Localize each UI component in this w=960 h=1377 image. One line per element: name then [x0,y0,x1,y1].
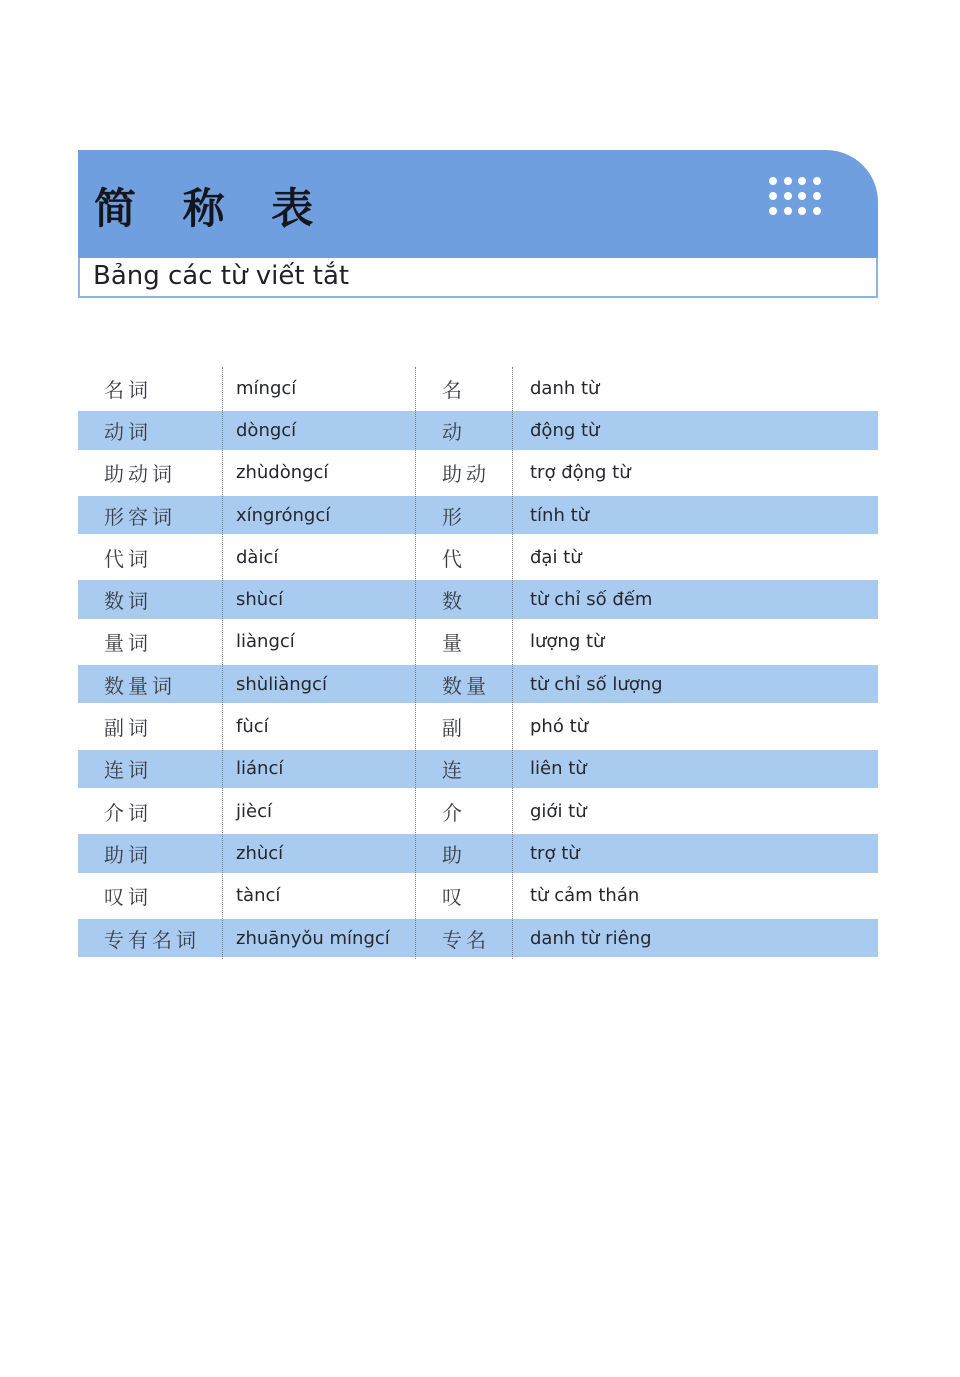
table-row [78,663,878,705]
dot [798,207,806,215]
abbreviation-cell: 代 [442,546,466,571]
chinese-term-cell: 数词 [104,589,152,614]
vietnamese-cell: phó từ [530,716,589,738]
row-highlight [78,580,878,618]
page-subtitle: Bảng các từ viết tắt [93,261,350,291]
page-header [78,150,878,298]
chinese-term-cell: 助动词 [104,462,176,487]
chinese-term-cell: 数量词 [104,673,176,698]
abbreviation-cell: 副 [442,716,466,741]
page-title: 简 称 表 [94,184,330,233]
table-row [78,790,878,832]
dot [798,177,806,185]
row-highlight [78,750,878,788]
dot [769,207,777,215]
abbreviation-cell: 专名 [442,927,490,952]
abbreviation-cell: 数 [442,589,466,614]
table-row [78,578,878,620]
table-row [78,536,878,578]
pinyin-cell: dòngcí [236,419,297,441]
vietnamese-cell: giới từ [530,800,587,822]
table-row [78,748,878,790]
dot [784,207,792,215]
pinyin-cell: fùcí [236,716,269,738]
table-row [78,452,878,494]
chinese-term-cell: 量词 [104,631,152,656]
row-highlight [78,834,878,872]
table-row [78,621,878,663]
dot [784,192,792,200]
column-divider [415,367,416,959]
abbreviation-cell: 数量 [442,673,490,698]
vietnamese-cell: trợ từ [530,842,580,864]
chinese-term-cell: 助词 [104,842,152,867]
pinyin-cell: liáncí [236,758,284,780]
vietnamese-cell: liên từ [530,758,587,780]
chinese-term-cell: 专有名词 [104,927,200,952]
dot [813,192,821,200]
abbreviation-cell: 助 [442,842,466,867]
pinyin-cell: xíngróngcí [236,504,331,526]
table-row [78,367,878,409]
abbreviation-cell: 连 [442,758,466,783]
dot-grid-icon [766,174,824,218]
vietnamese-cell: động từ [530,419,600,441]
chinese-term-cell: 连词 [104,758,152,783]
dot [769,177,777,185]
vietnamese-cell: từ chỉ số lượng [530,673,663,695]
chinese-term-cell: 名词 [104,377,152,402]
abbreviation-cell: 名 [442,377,466,402]
chinese-term-cell: 副词 [104,716,152,741]
dot [769,192,777,200]
column-divider [512,367,513,959]
abbreviation-table [78,367,878,959]
table-row [78,917,878,959]
table-row [78,875,878,917]
chinese-term-cell: 形容词 [104,504,176,529]
dot [784,177,792,185]
table-row [78,409,878,451]
vietnamese-cell: trợ động từ [530,462,631,484]
pinyin-cell: dàicí [236,546,279,568]
header-band [78,150,878,258]
dot [813,177,821,185]
vietnamese-cell: lượng từ [530,631,605,653]
abbreviation-cell: 动 [442,419,466,444]
pinyin-cell: míngcí [236,377,297,399]
pinyin-cell: shùcí [236,589,284,611]
pinyin-cell: shùliàngcí [236,673,327,695]
vietnamese-cell: danh từ riêng [530,927,652,949]
chinese-term-cell: 叹词 [104,885,152,910]
chinese-term-cell: 介词 [104,800,152,825]
subtitle-box [78,258,878,298]
vietnamese-cell: danh từ [530,377,600,399]
vietnamese-cell: tính từ [530,504,590,526]
dot [813,207,821,215]
vietnamese-cell: từ chỉ số đếm [530,589,653,611]
row-highlight [78,496,878,534]
vietnamese-cell: từ cảm thán [530,885,640,907]
pinyin-cell: tàncí [236,885,281,907]
pinyin-cell: zhùdòngcí [236,462,329,484]
table-row [78,832,878,874]
vietnamese-cell: đại từ [530,546,582,568]
abbreviation-cell: 量 [442,631,466,656]
pinyin-cell: zhuānyǒu míngcí [236,927,390,949]
column-divider [222,367,223,959]
pinyin-cell: zhùcí [236,842,284,864]
abbreviation-cell: 助动 [442,462,490,487]
chinese-term-cell: 动词 [104,419,152,444]
abbreviation-cell: 形 [442,504,466,529]
abbreviation-cell: 叹 [442,885,466,910]
pinyin-cell: jiècí [236,800,272,822]
table-row [78,705,878,747]
chinese-term-cell: 代词 [104,546,152,571]
pinyin-cell: liàngcí [236,631,295,653]
dot [798,192,806,200]
row-highlight [78,411,878,449]
table-row [78,494,878,536]
abbreviation-cell: 介 [442,800,466,825]
